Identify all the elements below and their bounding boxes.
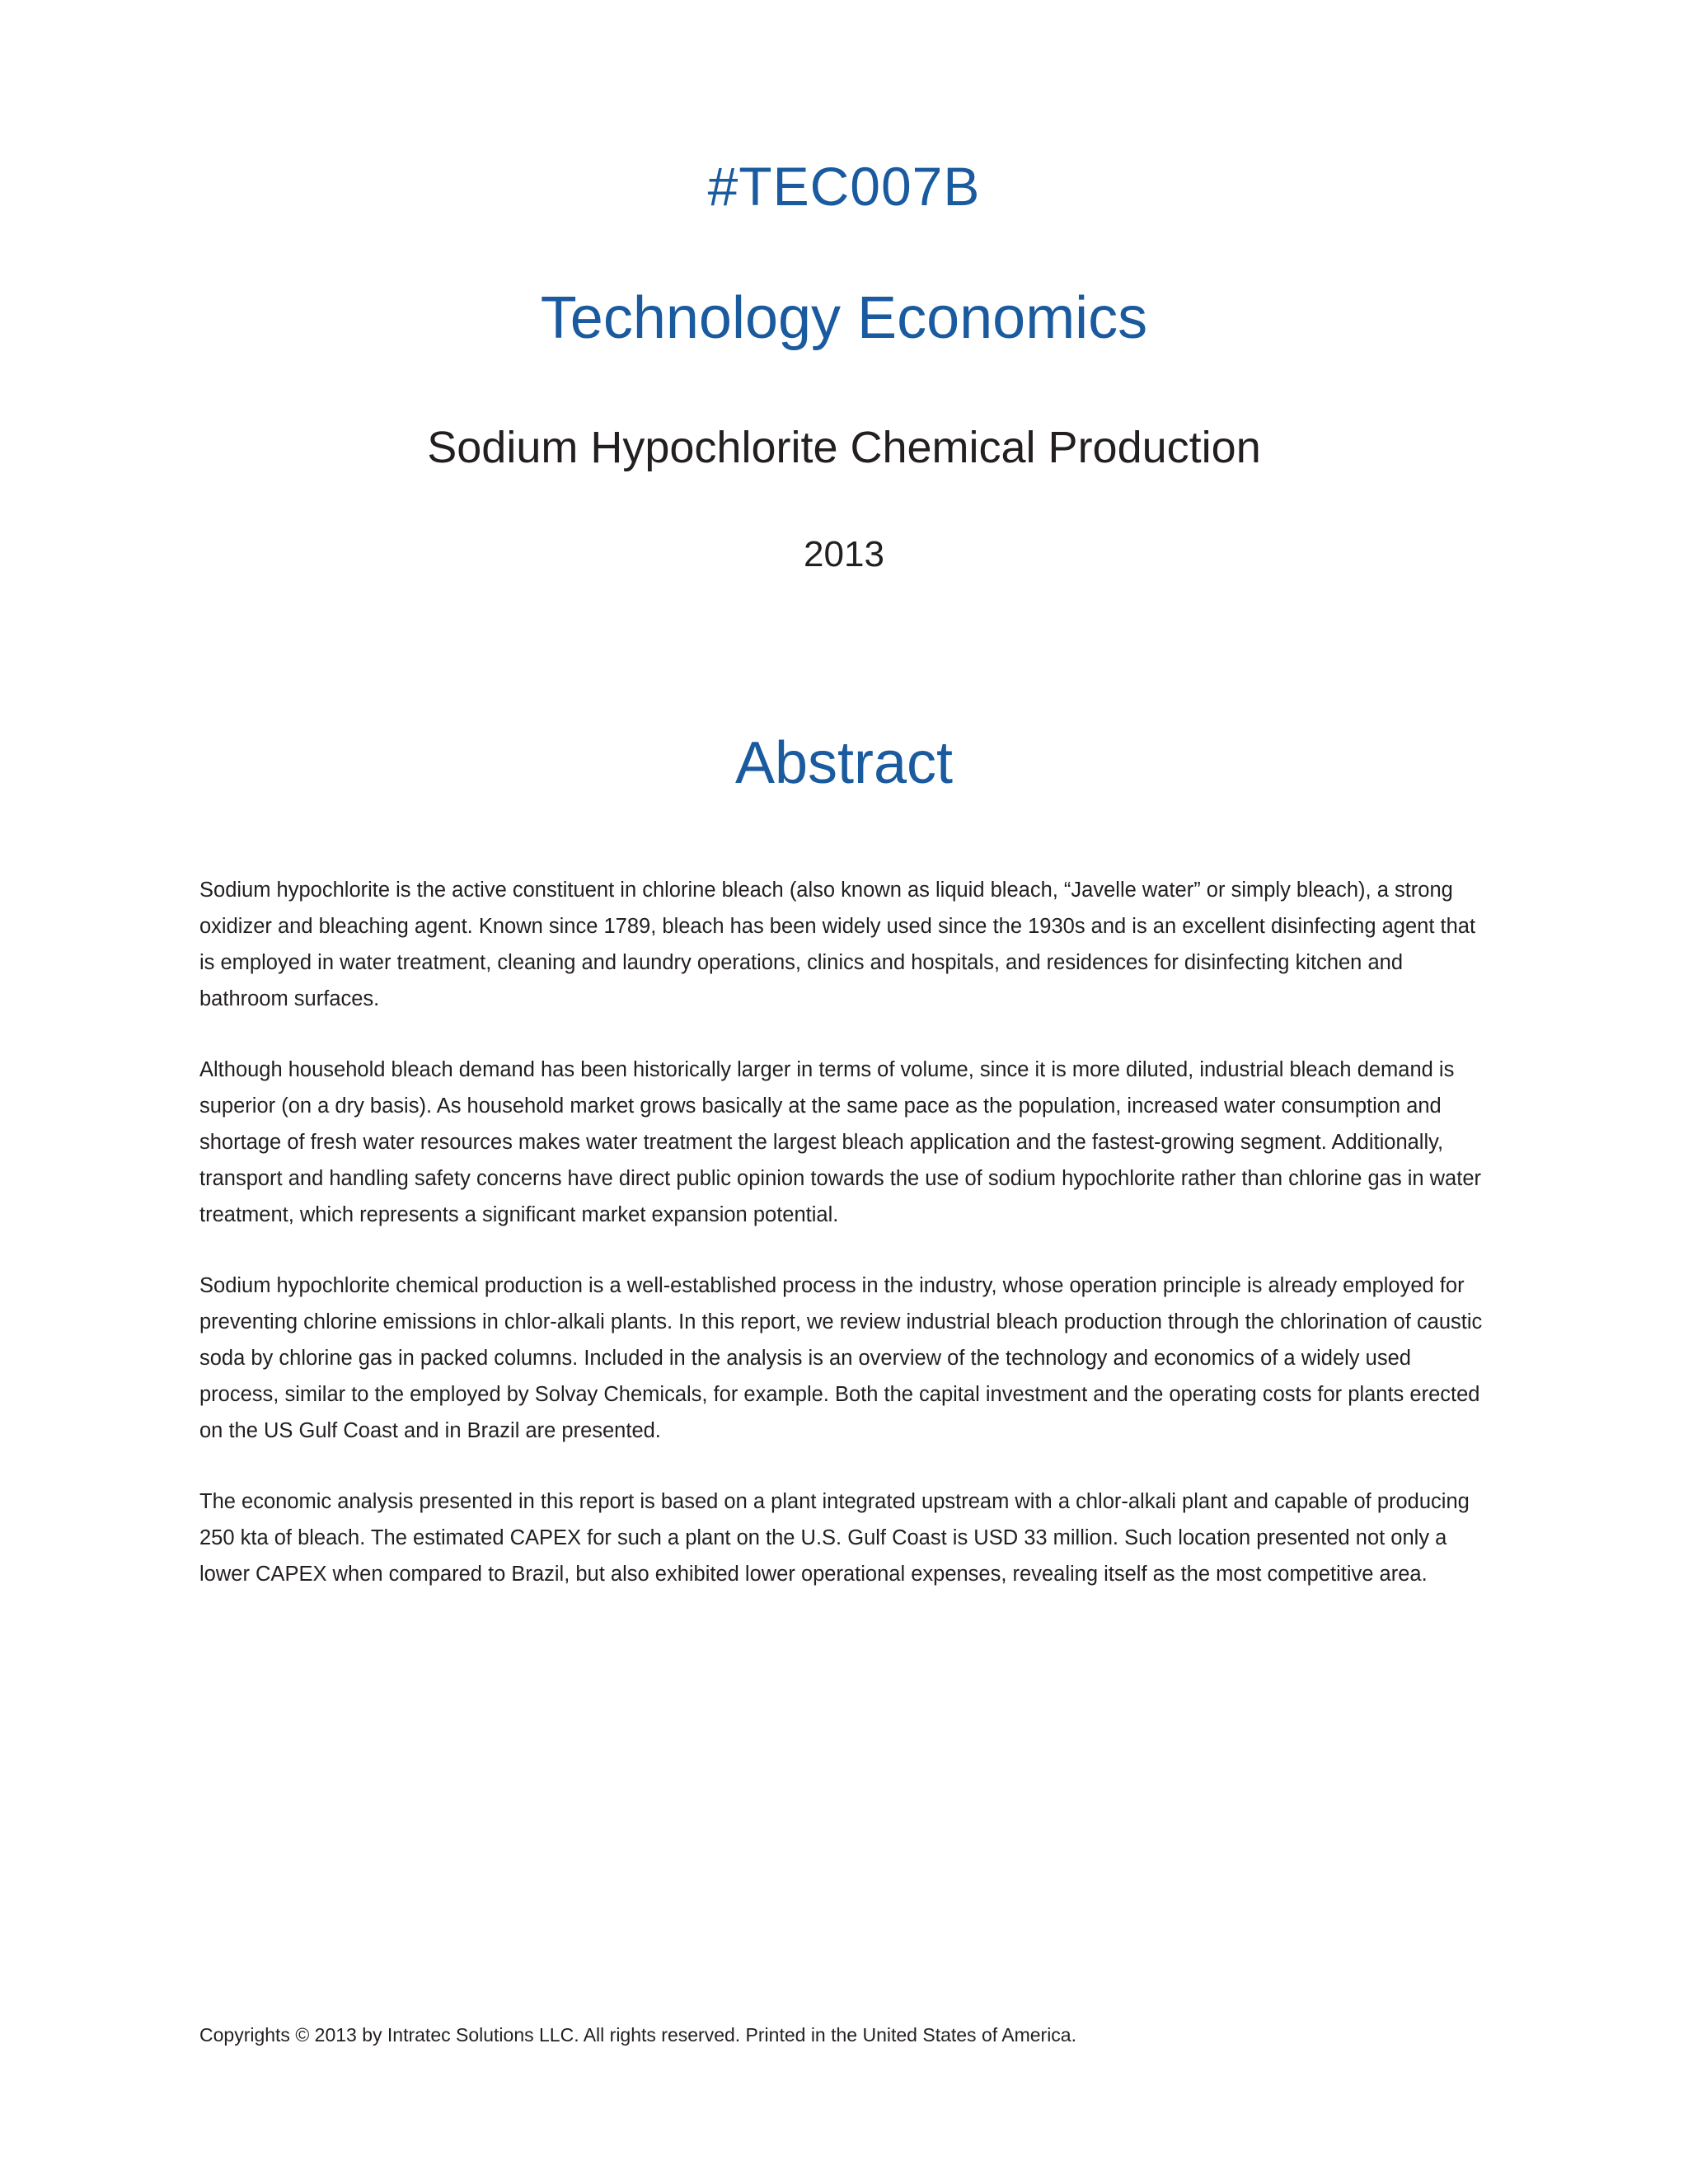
abstract-heading: Abstract (734, 730, 954, 796)
page-title: Technology Economics (540, 285, 1148, 351)
copyright-footer: Copyrights © 2013 by Intratec Solutions LLC. All rights reserved. Printed in the United States of America. (199, 2024, 1076, 2046)
abstract-paragraph-2: Although household bleach demand has been historically larger in terms of volume, since it is more diluted, industrial bleach demand is superior (on a dry basis). As household market grows basically at the same pace as the population, increased water consumption and shortage of fresh water resources makes water treatment the largest bleach application and the fastest-growing segment. Additionally, transport and handling safety concerns have direct public opinion towards the use of sodium hypochlorite rather than chlorine gas in water treatment, which represents a significant market expansion potential. (199, 1058, 1481, 1226)
abstract-body (199, 872, 1493, 1627)
report-code: #TEC007B (707, 156, 981, 217)
abstract-paragraph-4: The economic analysis presented in this report is based on a plant integrated upstream with a chlor-alkali plant and capable of producing 250 kta of bleach. The estimated CAPEX for such a plant on the U.S. Gulf Coast is USD 33 million. Such location presented not only a lower CAPEX when compared to Brazil, but also exhibited lower operational expenses, revealing itself as the most competitive area. (199, 1490, 1470, 1586)
abstract-paragraph-3: Sodium hypochlorite chemical production is a well-established process in the industry, whose operation principle is already employed for preventing chlorine emissions in chlor-alkali plants. In this report, we review industrial bleach production through the chlorination of caustic soda by chlorine gas in packed columns. Included in the analysis is an overview of the technology and economics of a widely used process, similar to the employed by Solvay Chemicals, for example. Both the capital investment and the operating costs for plants erected on the US Gulf Coast and in Brazil are presented. (199, 1274, 1483, 1442)
report-year: 2013 (804, 534, 884, 574)
abstract-paragraph-1: Sodium hypochlorite is the active constituent in chlorine bleach (also known as liquid bleach, “Javelle water” or simply bleach), a strong oxidizer and bleaching agent. Known since 1789, bleach has been widely used since the 1930s and is an excellent disinfecting agent that is employed in water treatment, cleaning and laundry operations, clinics and hospitals, and residences for disinfecting kitchen and bathroom surfaces. (199, 879, 1476, 1010)
report-subtitle: Sodium Hypochlorite Chemical Production (427, 423, 1261, 472)
